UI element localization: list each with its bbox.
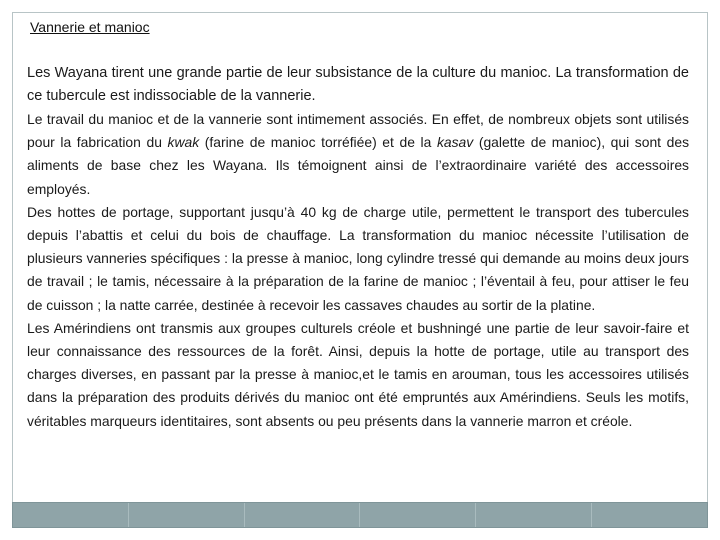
paragraph-transmission: Les Amérindiens ont transmis aux groupes culturels créole et bushningé une partie de leur savoir-faire et leur connaissance des ressources de la forêt. Ainsi, depuis la hotte de portage, utile au transport des charges diverses, en passant par la presse à manioc,et le tamis en arouman, tous les accessoires utilisés dans la préparation des produits dérivés du manioc ont été empruntés aux Amérindiens. Seuls les motifs, véritables marqueurs identitaires, sont absents ou peu présents dans la vannerie marron et créole. — [27, 319, 689, 429]
footer-segment — [245, 503, 361, 527]
paragraph-text: Le travail du manioc et de la vannerie sont intimement associés. En effet, de nombreux objets sont utilisés pour la fabrication du — [27, 111, 689, 151]
paragraph-basketry-tools: Des hottes de portage, supportant jusqu’à 40 kg de charge utile, permettent le transport des tubercules depuis l’abattis et celui du bois de chauffage. La transformation du manioc nécessite l’utilisation de plusieurs vanneries spécifiques : la presse à manioc, long cylindre tressé qui demande au moins deux jours de travail ; le tamis, nécessaire à la préparation de la farine de manioc ; l’éventail à feu, pour attiser le feu de cuisson ; la natte carrée, destinée à recevoir les cassaves chaudes au sortir de la platine. — [27, 203, 689, 313]
term-kasav: kasav — [436, 134, 474, 151]
footer-segment — [360, 503, 476, 527]
footer-bar — [12, 502, 708, 528]
footer-segment — [13, 503, 129, 527]
paragraph-text: (farine de manioc torréfiée) et de la — [199, 134, 437, 151]
footer-segment — [592, 503, 707, 527]
page-title: Vannerie et manioc — [30, 19, 150, 35]
text-body — [27, 62, 689, 433]
paragraph-text: (galette de manioc), qui sont des aliments de base chez les Wayana. Ils témoignent ainsi de l’extraordinaire variété des accessoires employés. — [27, 134, 690, 197]
paragraph-manioc-work — [27, 108, 689, 201]
footer-segment — [129, 503, 245, 527]
term-kwak: kwak — [167, 134, 200, 151]
footer-segment — [476, 503, 592, 527]
lead-paragraph: Les Wayana tirent une grande partie de leur subsistance de la culture du manioc. La transformation de ce tubercule est indissociable de la vannerie. — [27, 65, 689, 104]
